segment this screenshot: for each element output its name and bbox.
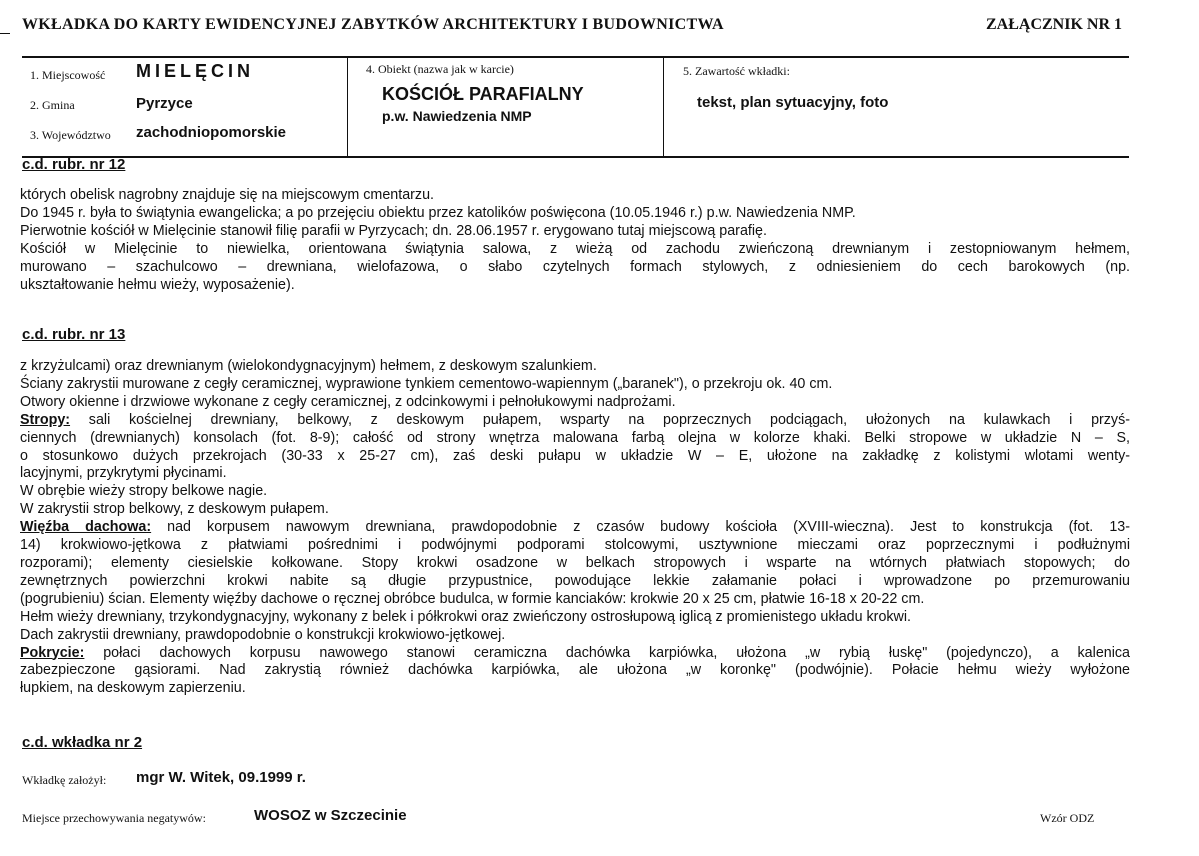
voivodeship-value: zachodniopomorskie [136,124,287,141]
commune-label: 2. Gmina [30,98,75,112]
pokrycie-line [20,645,1130,663]
contents-column [665,58,1129,156]
info-table [22,56,1129,158]
continued-note: c.d. wkładka nr 2 [22,734,143,751]
voivodeship-label: 3. Województwo [30,128,111,142]
text-line: ciennych (drewnianych) konsolach (fot. 8-9); całość od strony wnętrza malowana farbą olejna w kolorze khaki. Belki stropowe w układzie N – S, [20,429,1130,446]
stropy-line [20,412,1130,430]
section-13-text [20,358,1130,698]
pokrycie-text: połaci dachowych korpusu nawowego stanowi ceramiczna dachówka karpiówka, ułożona „w rybią łuskę" (pojedynczo), a kalenica [84,644,1130,661]
storage-value: WOSOZ w Szczecinie [254,807,407,824]
text-line: ukształtowanie hełmu wieży, wyposażenie). [20,276,295,293]
text-line: rozporami); elementy ciesielskie kołkowane. Stopy krokwi osadzone w belkach stropowych i wsparte na wtórnych płatwiach stopowych; do [20,554,1130,571]
stropy-text: sali kościelnej drewniany, belkowy, z deskowym pułapem, wsparty na poprzecznych podciągach, ułożonych na kulawkach i przyś- [70,411,1130,428]
object-subtitle: p.w. Nawiedzenia NMP [382,108,532,124]
section-12-text [20,187,1130,294]
template-code: Wzór ODZ [1040,811,1095,825]
object-column [348,58,664,156]
annex-number: ZAŁĄCZNIK NR 1 [985,16,1122,33]
text-line: z krzyżulcami) oraz drewnianym (wielokondygnacyjnym) hełmem, z deskowym szalunkiem. [20,358,597,374]
wiezba-text: nad korpusem nawowym drewniana, prawdopodobnie z czasów budowy kościoła (XVIII-wieczna). Jest to konstrukcja (fot. 13- [151,519,1130,536]
text-line: (pogrubieniu) ścian. Elementy więźby dachowe o ręcznej obróbce budulca, w formie kanciaków: krokwie 20 x 25 cm, płatwie 16-18 x 20-22 cm. [20,590,925,607]
section-12-heading: c.d. rubr. nr 12 [22,156,126,173]
text-line: Hełm wieży drewniany, trzykondygnacyjny, wykonany z belek i półkrokwi oraz zwieńczony ostrosłupową iglicą z promienistego układu krokwi. [20,608,912,625]
text-line: których obelisk nagrobny znajduje się na miejscowym cmentarzu. [20,187,435,203]
text-line: Ściany zakrystii murowane z cegły ceramicznej, wyprawione tynkiem cementowo-wapiennym („baranek"), o przekroju ok. 40 cm. [20,375,833,392]
section-13-heading: c.d. rubr. nr 13 [22,326,126,343]
author-label: Wkładkę założył: [22,773,107,787]
locality-value: MIELĘCIN [136,61,255,81]
document-header [22,16,1122,44]
text-line: W zakrystii strop belkowy, z deskowym pułapem. [20,501,329,518]
contents-label: 5. Zawartość wkładki: [683,64,790,78]
author-value: mgr W. Witek, 09.1999 r. [136,769,306,786]
storage-label: Miejsce przechowywania negatywów: [22,811,206,825]
commune-value: Pyrzyce [136,95,193,112]
text-line: łupkiem, na deskowym zapierzeniu. [20,680,246,697]
text-line: lacyjnymi, przykrytymi płycinami. [20,465,227,482]
stropy-label: Stropy: [20,411,71,428]
contents-value: tekst, plan sytuacyjny, foto [697,94,889,111]
text-line: Kościół w Mielęcinie to niewielka, orientowana świątynia salowa, z wieżą od zachodu zwieńczoną drewnianym i zestopniowanym hełmem, [20,240,1130,257]
text-line: murowano – szachulcowo – drewniana, wielofazowa, o słabo czytelnych formach stylowych, z odniesieniem do cech barokowych (np. [20,258,1130,275]
text-line: zewnętrznych powierzchni krokwi nabite są długie przypustnice, powodujące lekkie załamanie połaci i wprowadzone po przemurowaniu [20,572,1130,589]
pokrycie-label: Pokrycie: [20,644,85,661]
text-line: W obrębie wieży stropy belkowe nagie. [20,483,268,500]
location-column [22,58,348,156]
wiezba-label: Więźba dachowa: [20,519,152,536]
locality-label: 1. Miejscowość [30,68,106,82]
text-line: o stosunkowo dużych przekrojach (30-33 x 25-27 cm), zaś deski pułapu w układzie W – E, ułożone na zakładkę z kolistymi wlotami wenty- [20,447,1130,464]
text-line: Pierwotnie kościół w Mielęcinie stanowił filię parafii w Pyrzycach; dn. 28.06.1957 r. erygowano tutaj miejscową parafię. [20,222,767,239]
text-line: Otwory okienne i drzwiowe wykonane z cegły ceramicznej, z odcinkowymi i pełnołukowymi nadprożami. [20,393,676,410]
text-line: 14) krokwiowo-jętkowa z płatwiami pośrednimi i podwójnymi podporami stolcowymi, usztywnione mieczami oraz poprzecznymi i podłużnymi [20,537,1130,554]
margin-mark [0,33,10,34]
text-line: zabezpieczone gąsiorami. Nad zakrystią również dachówka karpiówka, ale ułożona „w koronkę" (podwójnie). Połacie hełmu wieży wyłożone [20,662,1130,679]
document-title: WKŁADKA DO KARTY EWIDENCYJNEJ ZABYTKÓW ARCHITEKTURY I BUDOWNICTWA [22,16,724,33]
wiezba-line [20,519,1130,537]
text-line: Do 1945 r. była to świątynia ewangelicka; a po przejęciu obiektu przez katolików poświęcona (10.05.1946 r.) p.w. Nawiedzenia NMP. [20,204,856,221]
object-name: KOŚCIÓŁ PARAFIALNY [382,84,584,104]
object-label: 4. Obiekt (nazwa jak w karcie) [366,62,514,76]
text-line: Dach zakrystii drewniany, prawdopodobnie o konstrukcji krokwiowo-jętkowej. [20,626,506,643]
